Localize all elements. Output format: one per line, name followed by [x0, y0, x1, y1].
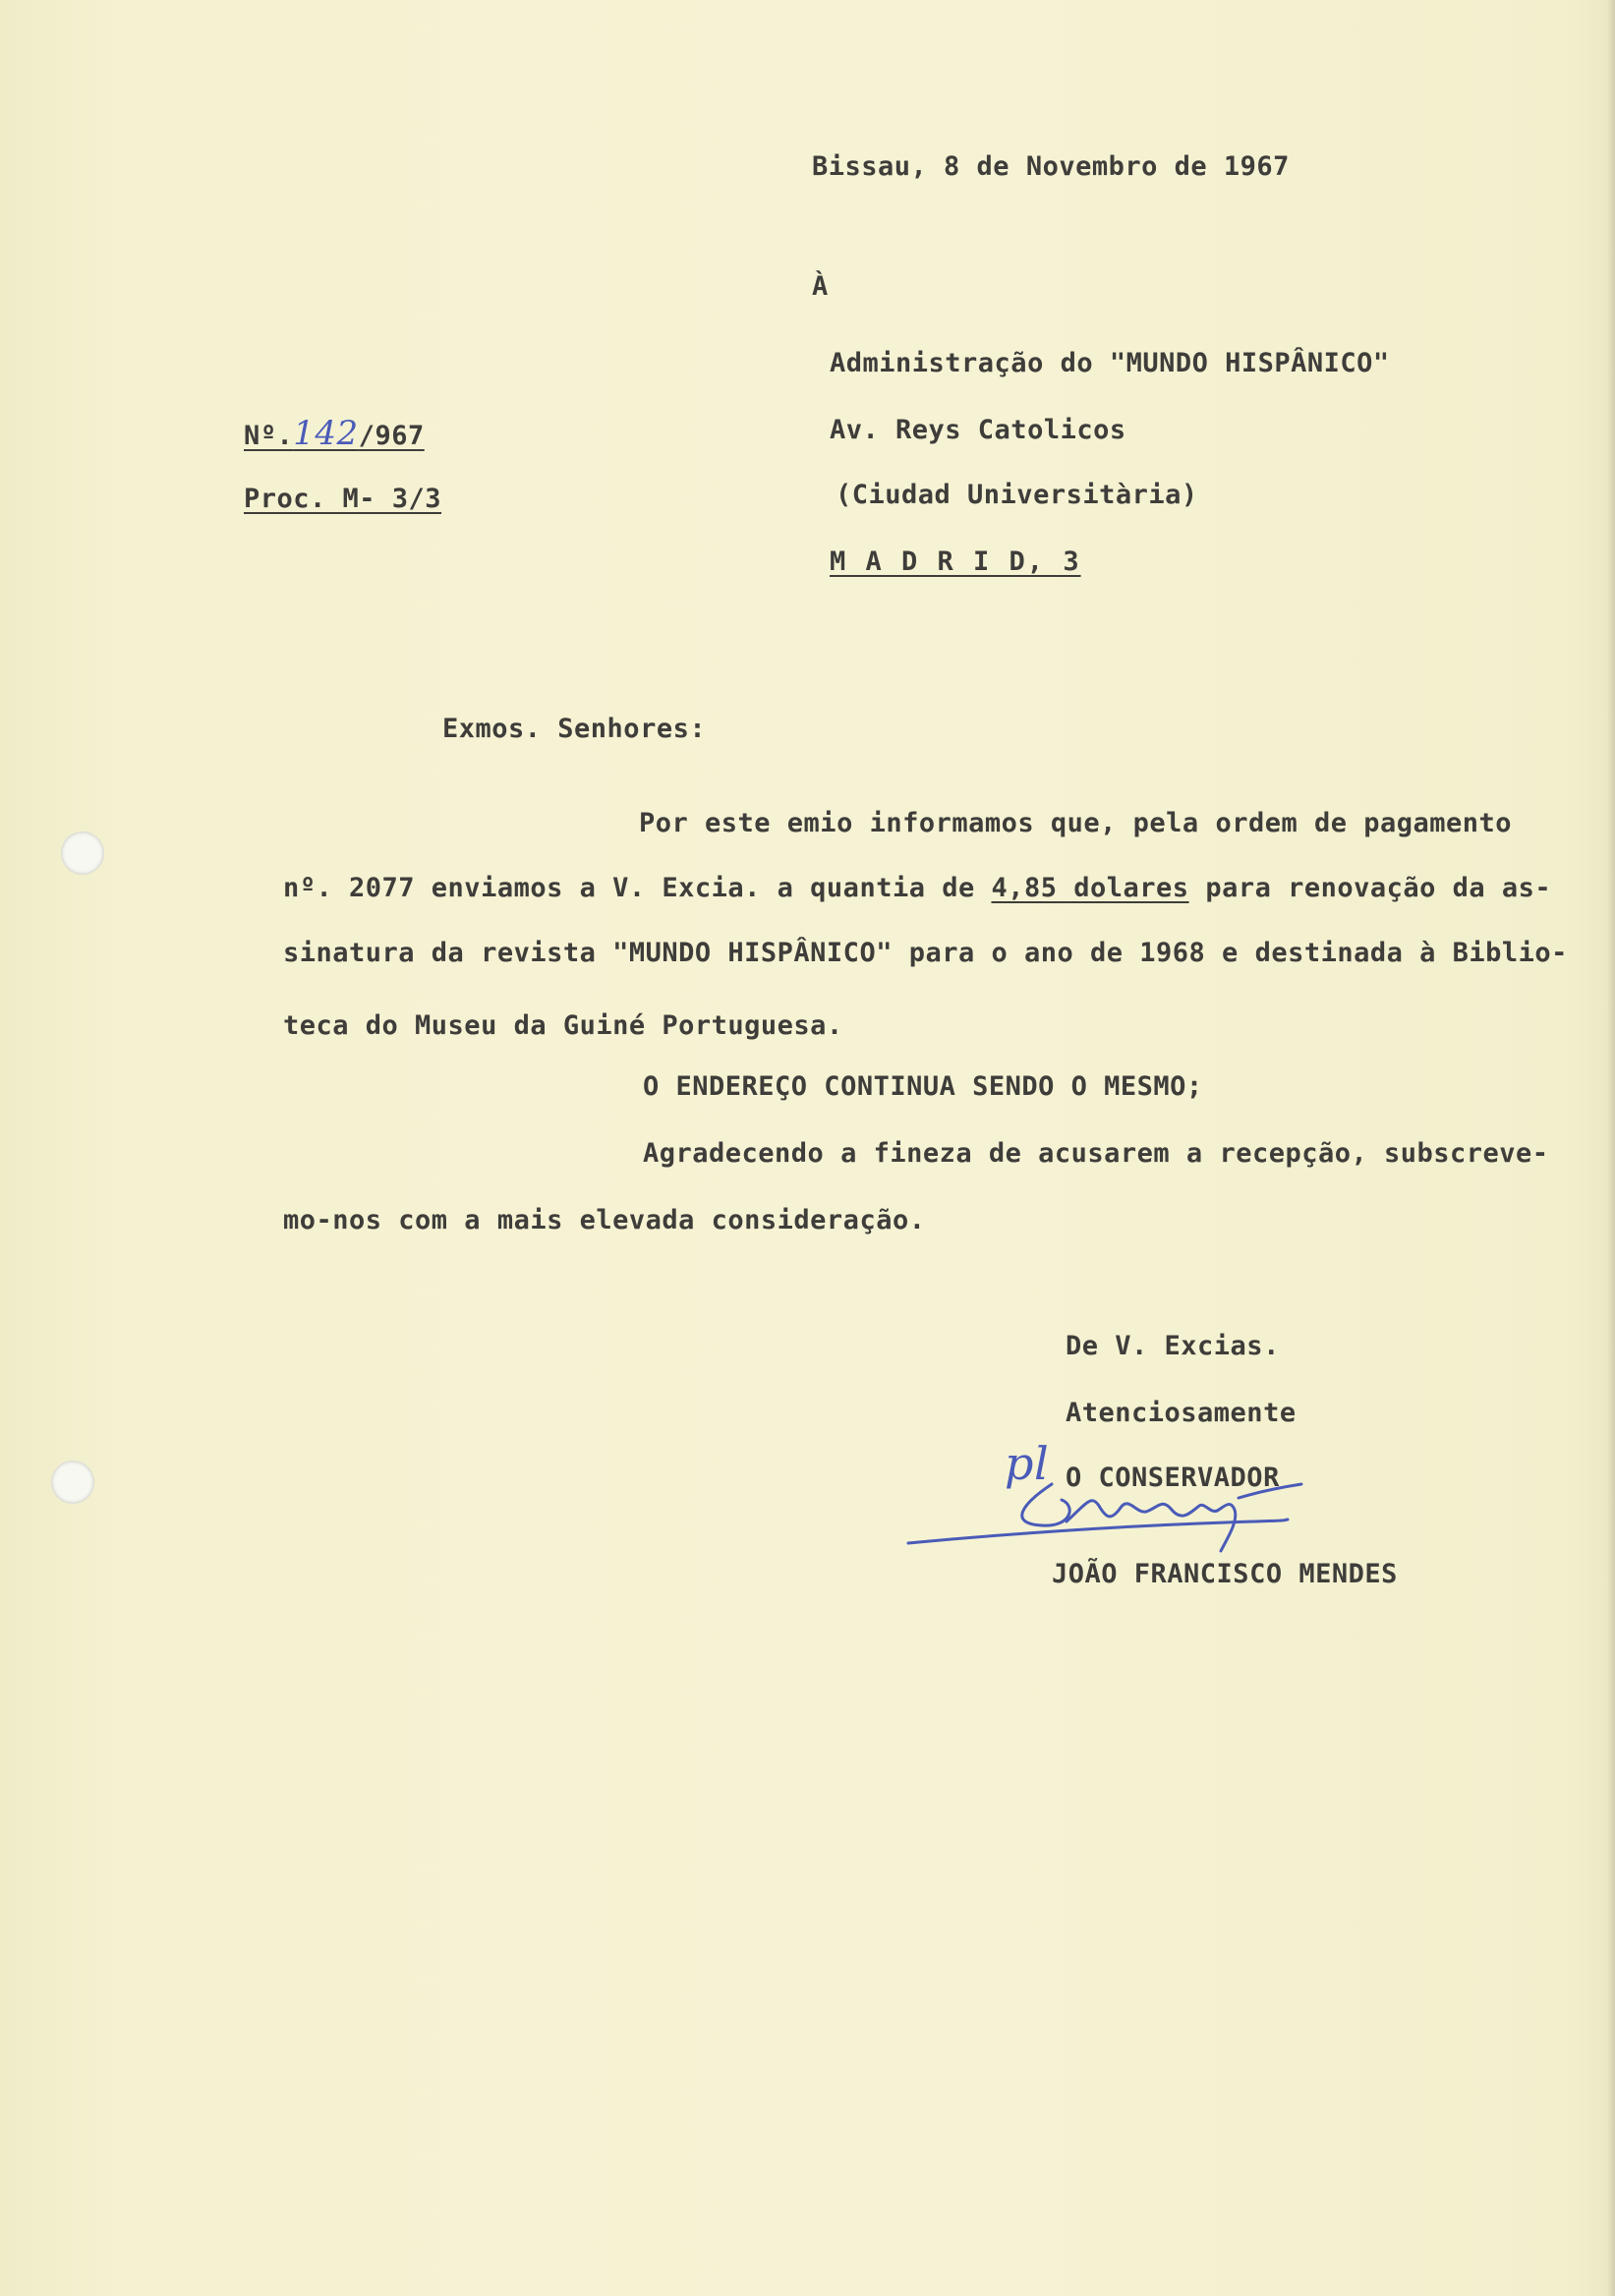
body-line-4: teca do Museu da Guiné Portuguesa. [283, 1010, 843, 1041]
payment-amount: 4,85 dolares [991, 873, 1189, 903]
salutation: Exmos. Senhores: [442, 714, 707, 744]
closing-line-1: De V. Excias. [1066, 1331, 1280, 1361]
reference-number-suffix: /967 [358, 421, 425, 451]
punch-hole-top [61, 832, 104, 875]
recipient-marker: À [812, 271, 829, 302]
reference-number-handwritten: 142 [293, 414, 359, 453]
recipient-city: M A D R I D, 3 [830, 546, 1081, 577]
body-line-6: Agradecendo a fineza de acusarem a recepção, subscreve- [643, 1138, 1549, 1169]
punch-hole-bottom [51, 1461, 94, 1504]
reference-number-prefix: Nº. [244, 421, 294, 451]
process-reference: Proc. M- 3/3 [244, 484, 442, 514]
recipient-line-2: Av. Reys Catolicos [830, 415, 1126, 445]
body-line-5: O ENDEREÇO CONTINUA SENDO O MESMO; [643, 1071, 1203, 1102]
body-line-2-end: para renovação da as- [1188, 873, 1552, 903]
reference-number [244, 414, 425, 453]
body-line-7: mo-nos com a mais elevada consideração. [283, 1205, 926, 1235]
closing-line-2: Atenciosamente [1066, 1398, 1297, 1428]
handwritten-initials: pl [1005, 1437, 1050, 1490]
recipient-line-3: (Ciudad Universitària) [836, 480, 1198, 510]
date-line: Bissau, 8 de Novembro de 1967 [812, 151, 1290, 182]
signatory-name: JOÃO FRANCISCO MENDES [1052, 1559, 1398, 1589]
handwritten-signature [904, 1445, 1337, 1563]
body-line-2 [283, 875, 1551, 901]
body-line-2-start: nº. 2077 enviamos a V. Excia. a quantia de [283, 873, 992, 903]
signatory-title: O CONSERVADOR [1066, 1463, 1280, 1493]
page-edge-shadow [1607, 0, 1615, 2296]
body-line-1: Por este emio informamos que, pela ordem de pagamento [639, 808, 1513, 838]
recipient-line-1: Administração do "MUNDO HISPÂNICO" [830, 348, 1390, 378]
body-line-3: sinatura da revista "MUNDO HISPÂNICO" para o ano de 1968 e destinada à Biblio- [283, 938, 1568, 968]
